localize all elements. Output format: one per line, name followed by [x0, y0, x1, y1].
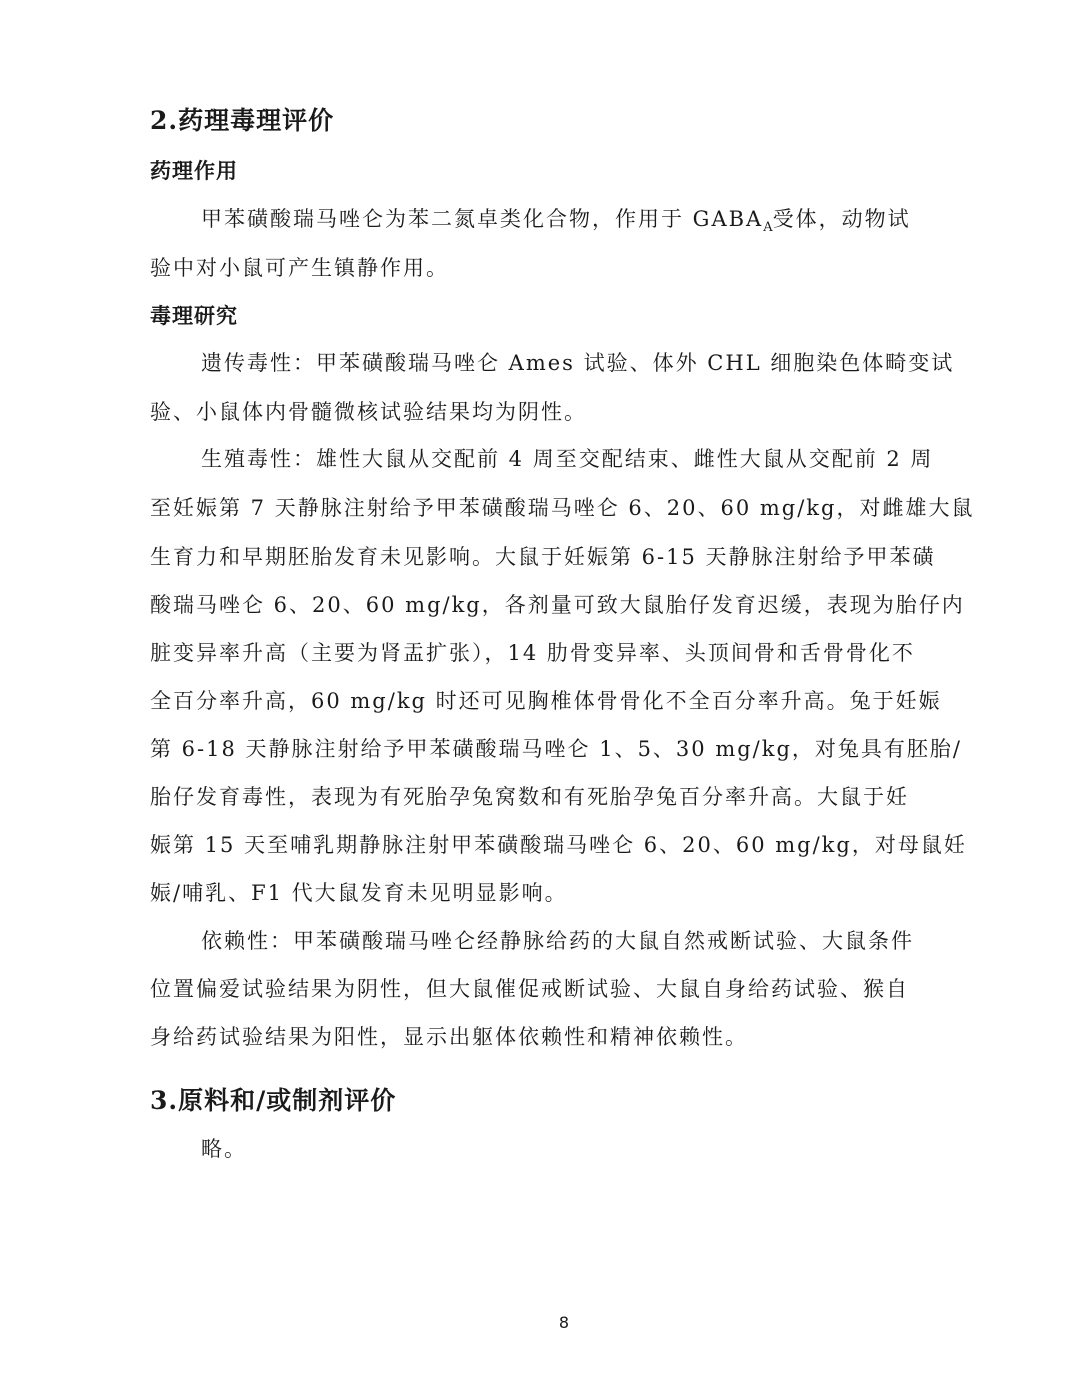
subscript-a: A: [763, 220, 773, 236]
paragraph-genotox-line-2: 验、小鼠体内骨髓微核试验结果均为阴性。: [150, 400, 587, 424]
paragraph-pharmacology-line-2: 验中对小鼠可产生镇静作用。: [150, 256, 449, 280]
paragraph-reprotox-line-4: 酸瑞马唑仑 6、20、60 mg/kg，各剂量可致大鼠胎仔发育迟缓，表现为胎仔内: [150, 593, 965, 617]
subheading-toxicology: 毒理研究: [150, 304, 238, 328]
paragraph-pharmacology-line-1: 甲苯磺酸瑞马唑仑为苯二氮卓类化合物，作用于 $GABA_A$受体，动物试: [201, 207, 911, 236]
paragraph-reprotox-line-7: 第 6-18 天静脉注射给予甲苯磺酸瑞马唑仑 1、5、30 mg/kg，对兔具有胚胎/: [150, 737, 962, 761]
paragraph-reprotox-line-9: 娠第 15 天至哺乳期静脉注射甲苯磺酸瑞马唑仑 6、20、60 mg/kg，对母鼠妊: [150, 833, 967, 857]
paragraph-reprotox-line-3: 生育力和早期胚胎发育未见影响。大鼠于妊娠第 6-15 天静脉注射给予甲苯磺: [150, 545, 936, 569]
paragraph-reprotox-line-10: 娠/哺乳、F1 代大鼠发育未见明显影响。: [150, 881, 568, 905]
paragraph-reprotox-line-6: 全百分率升高，60 mg/kg 时还可见胸椎体骨骨化不全百分率升高。兔于妊娠: [150, 689, 942, 713]
subheading-pharmacology: 药理作用: [150, 159, 238, 183]
page-number: 8: [558, 1313, 570, 1332]
paragraph-dependence-line-1: 依赖性：甲苯磺酸瑞马唑仑经静脉给药的大鼠自然戒断试验、大鼠条件: [201, 929, 914, 953]
paragraph-reprotox-line-2: 至妊娠第 7 天静脉注射给予甲苯磺酸瑞马唑仑 6、20、60 mg/kg，对雌雄大鼠: [150, 496, 975, 520]
paragraph-dependence-line-3: 身给药试验结果为阳性，显示出躯体依赖性和精神依赖性。: [150, 1025, 748, 1049]
paragraph-reprotox-line-1: 生殖毒性：雄性大鼠从交配前 4 周至交配结束、雌性大鼠从交配前 2 周: [201, 447, 934, 471]
paragraph-genotox-line-1: 遗传毒性：甲苯磺酸瑞马唑仑 Ames 试验、体外 CHL 细胞染色体畸变试: [201, 351, 955, 375]
paragraph-reprotox-line-8: 胎仔发育毒性，表现为有死胎孕兔窝数和有死胎孕兔百分率升高。大鼠于妊: [150, 785, 909, 809]
section3-body: 略。: [201, 1137, 247, 1161]
paragraph-reprotox-line-5: 脏变异率升高（主要为肾盂扩张），14 肋骨变异率、头顶间骨和舌骨骨化不: [150, 641, 915, 665]
paragraph-dependence-line-2: 位置偏爱试验结果为阴性，但大鼠催促戒断试验、大鼠自身给药试验、猴自: [150, 977, 909, 1001]
section-heading-api-formulation: 3.原料和/或制剂评价: [150, 1086, 397, 1115]
section-heading-pharmacology-toxicology: 2.药理毒理评价: [150, 106, 335, 135]
